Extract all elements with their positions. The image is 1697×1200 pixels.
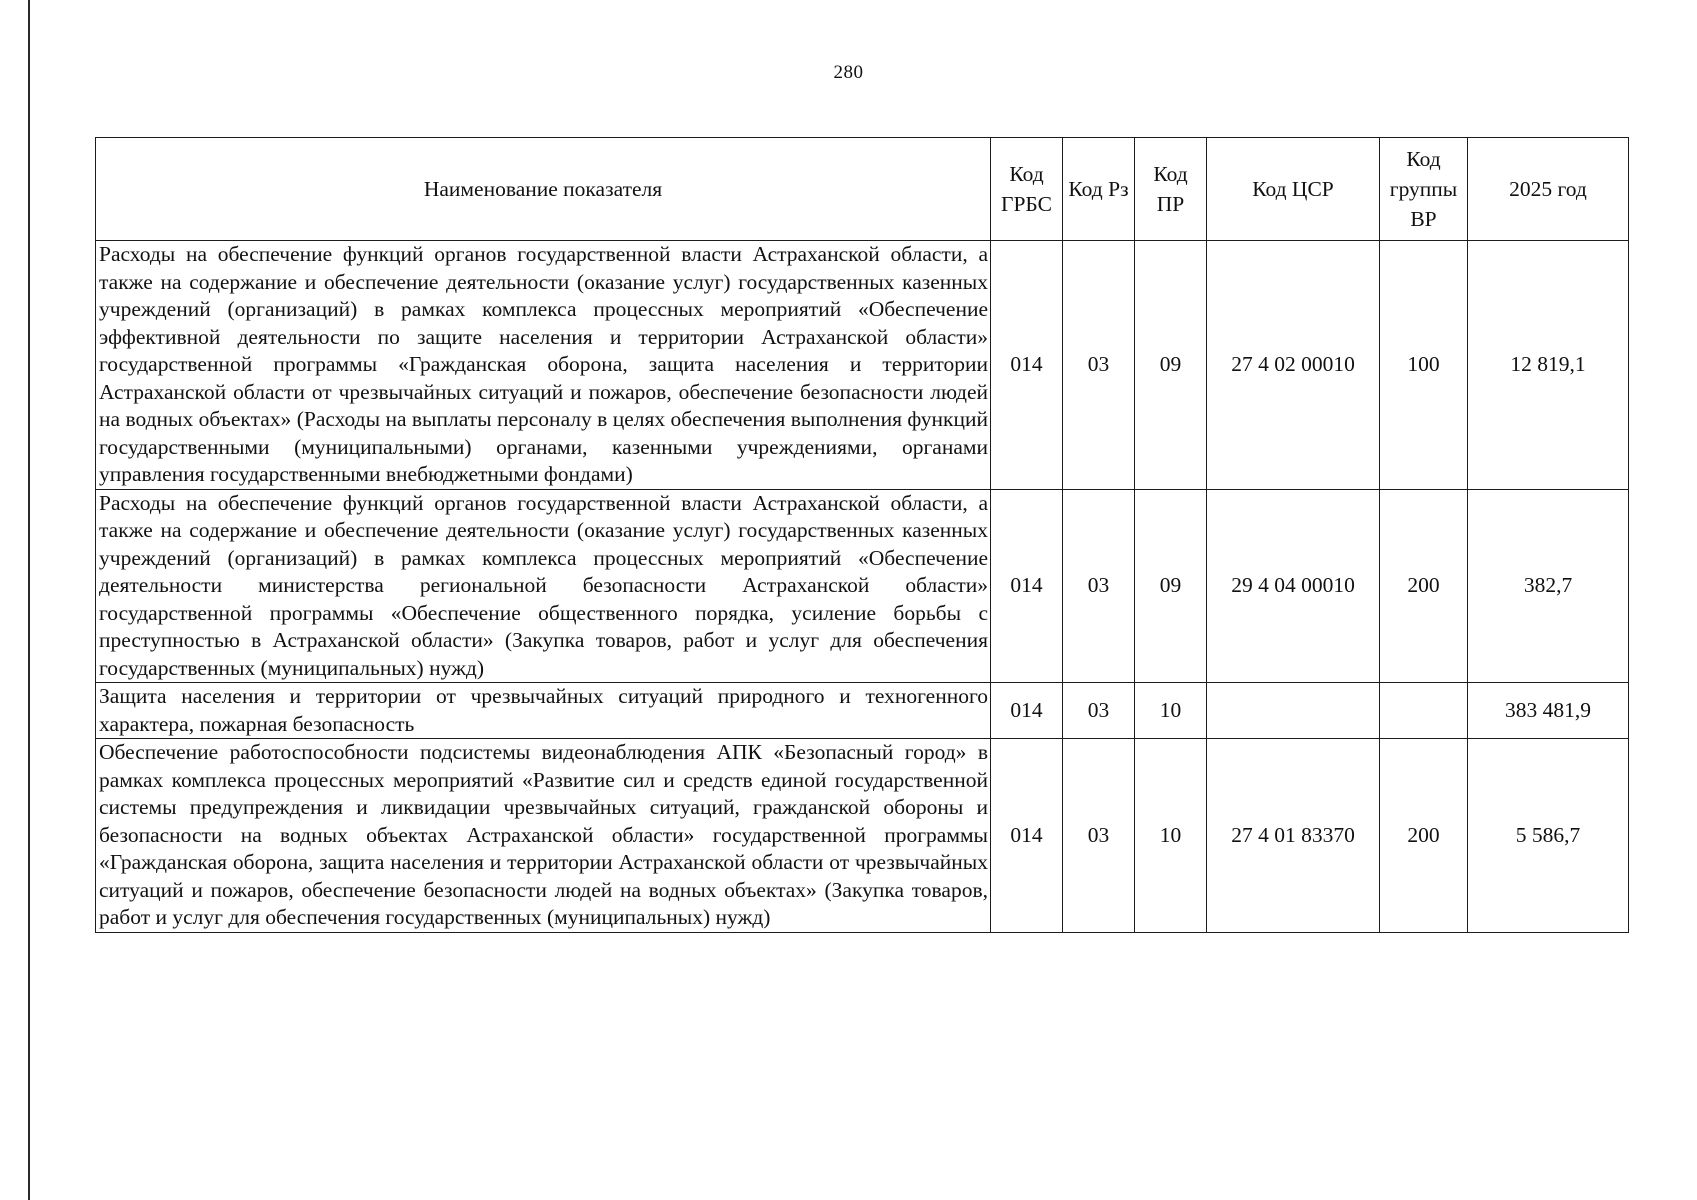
table-row xyxy=(96,739,1629,933)
row-pr: 10 xyxy=(1135,683,1207,739)
table-row xyxy=(96,241,1629,490)
row-vr: 100 xyxy=(1380,241,1468,490)
row-grbs: 014 xyxy=(991,739,1063,933)
row-grbs: 014 xyxy=(991,241,1063,490)
row-rz: 03 xyxy=(1063,489,1135,683)
header-grbs: Код ГРБС xyxy=(991,138,1063,241)
header-year: 2025 год xyxy=(1468,138,1629,241)
row-amount: 5 586,7 xyxy=(1468,739,1629,933)
header-name: Наименование показателя xyxy=(96,138,991,241)
row-csr: 29 4 04 00010 xyxy=(1207,489,1380,683)
row-csr: 27 4 01 83370 xyxy=(1207,739,1380,933)
header-csr: Код ЦСР xyxy=(1207,138,1380,241)
header-rz: Код Рз xyxy=(1063,138,1135,241)
table-row xyxy=(96,489,1629,683)
row-grbs: 014 xyxy=(991,489,1063,683)
row-vr: 200 xyxy=(1380,489,1468,683)
page-number: 280 xyxy=(833,62,864,83)
row-amount: 12 819,1 xyxy=(1468,241,1629,490)
row-vr xyxy=(1380,683,1468,739)
table-header-row xyxy=(96,138,1629,241)
row-amount: 382,7 xyxy=(1468,489,1629,683)
row-vr: 200 xyxy=(1380,739,1468,933)
budget-table xyxy=(95,137,1629,933)
row-name: Расходы на обеспечение функций органов государственной власти Астраханской области, а также на содержание и обеспечение деятельности (оказание услуг) государственных казенных учреждений (организаций) в рамках комплекса процессных мероприятий «Обеспечение деятельности министерства региональной безопасности Астраханской области» государственной программы «Обеспечение общественного порядка, усиление борьбы с преступностью в Астраханской области» (Закупка товаров, работ и услуг для обеспечения государственных (муниципальных) нужд) xyxy=(96,489,991,683)
table-row xyxy=(96,683,1629,739)
page-margin-rule xyxy=(28,0,30,1200)
row-rz: 03 xyxy=(1063,683,1135,739)
row-grbs: 014 xyxy=(991,683,1063,739)
row-rz: 03 xyxy=(1063,241,1135,490)
row-pr: 09 xyxy=(1135,241,1207,490)
row-pr: 09 xyxy=(1135,489,1207,683)
row-name: Защита населения и территории от чрезвычайных ситуаций природного и техногенного характера, пожарная безопасность xyxy=(96,683,991,739)
header-vr: Код группы ВР xyxy=(1380,138,1468,241)
row-csr: 27 4 02 00010 xyxy=(1207,241,1380,490)
row-name: Расходы на обеспечение функций органов государственной власти Астраханской области, а также на содержание и обеспечение деятельности (оказание услуг) государственных казенных учреждений (организаций) в рамках комплекса процессных мероприятий «Обеспечение эффективной деятельности по защите населения и территории Астраханской области» государственной программы «Гражданская оборона, защита населения и территории Астраханской области от чрезвычайных ситуаций и пожаров, обеспечение безопасности людей на водных объектах» (Расходы на выплаты персоналу в целях обеспечения выполнения функций государственными (муниципальными) органами, казенными учреждениями, органами управления государственными внебюджетными фондами) xyxy=(96,241,991,490)
row-pr: 10 xyxy=(1135,739,1207,933)
row-csr xyxy=(1207,683,1380,739)
row-name: Обеспечение работоспособности подсистемы видеонаблюдения АПК «Безопасный город» в рамках комплекса процессных мероприятий «Развитие сил и средств единой государственной системы предупреждения и ликвидации чрезвычайных ситуаций, гражданской обороны и безопасности на водных объектах Астраханской области» государственной программы «Гражданская оборона, защита населения и территории Астраханской области от чрезвычайных ситуаций и пожаров, обеспечение безопасности людей на водных объектах» (Закупка товаров, работ и услуг для обеспечения государственных (муниципальных) нужд) xyxy=(96,739,991,933)
header-pr: Код ПР xyxy=(1135,138,1207,241)
row-amount: 383 481,9 xyxy=(1468,683,1629,739)
row-rz: 03 xyxy=(1063,739,1135,933)
